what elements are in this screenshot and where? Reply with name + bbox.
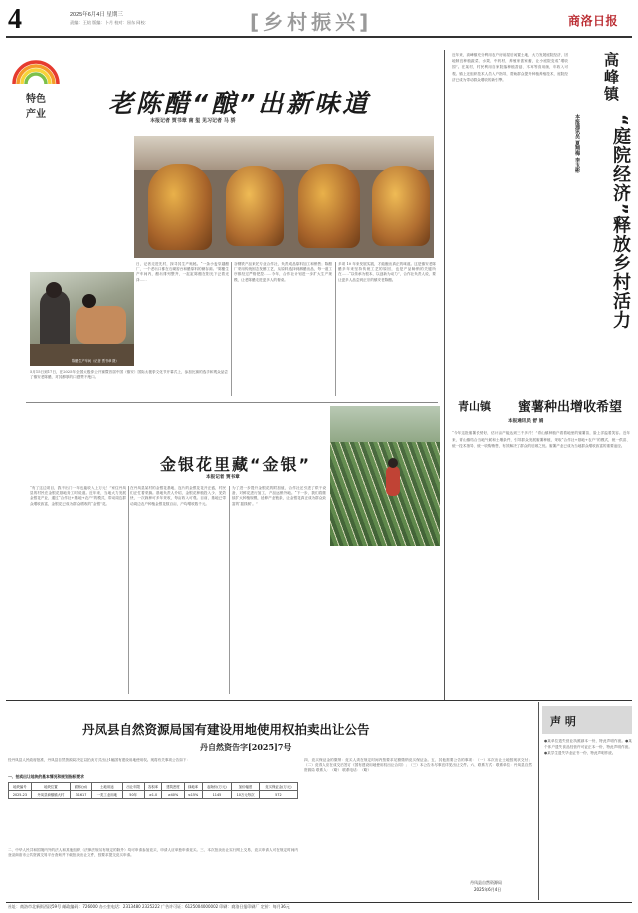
notice-signature: 丹凤县自然资源局 xyxy=(470,880,502,885)
notice-subtitle: 丹自然资告字[2025]7号 xyxy=(200,742,292,752)
notice-para-left: 二、中华人民共和国境内外的法人和其他组织（法律法规另有规定的除外）均可申请参加竞买，申请人应单独申请竞买。三、本次拍卖出让实行网上交易，竞买申请人可在规定时间内登录商洛市公共资源交易平台查询并下载拍卖出让文件，按要求提交竞买申请。 xyxy=(8,848,298,858)
table-cell: 31617 xyxy=(70,791,91,799)
tag-line1: 特色 xyxy=(26,94,46,105)
table-header: 绿地率 xyxy=(184,783,202,791)
notice-table-caption: 一、拍卖出让地块的基本情况和规划指标要求 xyxy=(8,774,84,779)
right-vtitle1: 高峰镇 xyxy=(602,52,620,103)
article2-title: 金银花里藏“金银” xyxy=(160,455,312,474)
article1-col1a: 5月15日到17日，在2025年全国太极拳公开赛暨首届中国（镇安）国际太极拳文化节开幕式上，参加比赛的选手和观众品尝了镇安老陈醋，对其醇厚的口感赞不绝口。 xyxy=(30,370,228,380)
table-header-row xyxy=(9,783,298,791)
table-cell: ≥40% xyxy=(162,791,184,799)
header xyxy=(0,0,638,44)
tag-line2: 产业 xyxy=(26,109,46,120)
article2-col1: “有了这边项目，我不出门一年也能收入上万元！”家住丹凤县的村民在金银花基地务工时说道。近年来，当地大力发展金银花产业，通过“合作社+基地+农户”的模式，带动周边群众增收致富，金银花已成为群众增收的“金银”花。 xyxy=(30,486,126,506)
photo-caption: 陈醋生产车间（记者 贾书章 摄） xyxy=(72,359,119,363)
article1-photo xyxy=(30,272,134,366)
table-header: 容积率 xyxy=(144,783,162,791)
table-row xyxy=(9,791,298,799)
table-cell: 丹凤县商镇镇大村 xyxy=(31,791,70,799)
right-mid-byline: 本报通讯员 舒 娟 xyxy=(508,419,544,424)
notice-para-right: 四、竞买保证金的缴纳：竞买人须在规定时间内按要求足额缴纳竞买保证金。五、其他需要公告的事项：（一）本次出让土地按现状交付；（二）竞得人应在成交后签订《国有建设用地使用权出让合同》；（三）本公告未尽事宜详见出让文件。六、联系方式：联系单位：丹凤县自然资源局 联系人：（略） 联系电话：（略） xyxy=(304,758,532,773)
table-cell: 10万元每次 xyxy=(232,791,260,799)
article2-col2: 在丹凤县某村的金银花基地，连片的金银花花开正盛，村民们正忙着采摘。基地负责人介绍，金银花种植投入少、见效快，一次栽种可多年采收，每亩收入可观。目前，基地已带动周边农户种植金银花数百亩，户均增收数千元。 xyxy=(130,486,226,506)
right-vtitle2: “庭院经济”释放乡村活力 xyxy=(610,114,631,330)
notice-date: 2025年6月4日 xyxy=(474,887,502,892)
vinegar-jars-photo xyxy=(134,136,434,258)
statement-title: 声 明 xyxy=(550,715,576,728)
header-date: 2025年6月4日 星期三 xyxy=(70,12,123,18)
article1-byline: 本报记者 贾书章 南 玺 见习记者 马 骄 xyxy=(150,118,236,124)
right-top-byline: 本报通讯员 夏翔梅 李玉彬 xyxy=(574,114,580,173)
table-cell: 2025-23 xyxy=(9,791,32,799)
table-header: 出让年限 xyxy=(122,783,144,791)
statement-header xyxy=(542,706,632,734)
notice-title: 丹凤县自然资源局国有建设用地使用权拍卖出让公告 xyxy=(82,722,370,737)
article2-byline: 本报记者 贾书章 xyxy=(206,475,240,480)
table-header: 面积(㎡) xyxy=(70,783,91,791)
footer-info: 社址：商洛市北新街西段59号 邮政编码：726000 办公室电话：2313480 2325222 广告许可证：6125004000002 印刷：商洛日报印刷厂 定价：每月36元 xyxy=(8,904,290,909)
right-mid-title-left: 青山镇 xyxy=(458,400,491,413)
table-header: 起始价(万元) xyxy=(202,783,232,791)
table-header: 地块位置 xyxy=(31,783,70,791)
rainbow-tag xyxy=(10,56,62,120)
table-cell: 1145 xyxy=(202,791,232,799)
notice-intro: 经丹凤县人民政府批准，丹凤县自然资源局决定以拍卖方式出让1幅国有建设用地使用权。现将有关事项公告如下： xyxy=(8,758,190,762)
article1-col3: 多项 10 年来发展实践，才能酿出真正的味道。这是镇安老陈醋多年来坚持传统工艺的原因，也是产品畅销的关键所在……“以传承为根本，以创新为动力”，合作社负责人说，要让更多人品尝到正宗的镇安老陈醋。 xyxy=(338,262,436,282)
table-header: 竞买保证金(万元) xyxy=(259,783,297,791)
article2-col3: 为了进一步提升金银花的附加值，合作社还引进了烘干设备，对鲜花进行加工，产品远销外地。“下一步，我们将继续扩大种植规模，延伸产业链条，让金银花真正成为群众致富的‘摇钱树’。” xyxy=(232,486,326,506)
table-header: 加价幅度 xyxy=(232,783,260,791)
article-divider xyxy=(26,402,438,403)
article1-col2: 谷钢铁产品来托专业合作社，负责成品原料加工和销售；陈醋厂采用传统固态发酵工艺，从原料选择到淋醋出品，每一道工序都经过严格把控……今年，合作社计划进一步扩大生产规模，让老陈醋走进更多人的餐桌。 xyxy=(234,262,332,282)
land-table xyxy=(8,782,298,799)
table-cell: ≤15% xyxy=(184,791,202,799)
right-top-text: 近年来，高峰镇充分利用农户房前屋后闲置土地，大力发展庭院经济，因地制宜种植蔬菜、水果、中药材，养殖家禽家畜，让小庭院变成“增收园”。在某村，村民利用自家院落种植香菇、木耳等食用菌，年收入可观。镇上还组织技术人员入户指导，帮助群众提升种植养殖技术，庭院经济已成为带动群众增收的新引擎。 xyxy=(452,53,568,82)
header-rule xyxy=(6,36,632,38)
table-cell: 50年 xyxy=(122,791,144,799)
honeysuckle-photo xyxy=(330,406,440,546)
right-mid-title-right: 蜜薯种出增收希望 xyxy=(518,400,623,415)
header-staff: 责编：王煊 版编：卜月 校对：屈东 网校： xyxy=(70,20,149,25)
paper-logo-text: 商洛日报 xyxy=(568,14,619,28)
table-header: 土地用途 xyxy=(92,783,123,791)
page-number: 4 xyxy=(8,4,22,35)
table-cell: 一类工业用地 xyxy=(92,791,123,799)
article1-title: 老陈醋“酿”出新味道 xyxy=(108,89,371,118)
section-title: [乡村振兴] xyxy=(250,10,373,34)
rainbow-icon xyxy=(10,56,62,86)
table-header: 建筑密度 xyxy=(162,783,184,791)
statement-text: ●某单位遗失营业执照副本一份，特此声明作废。●某个体户遗失食品经营许可证正本一份，特此声明作废。●某学生遗失毕业证书一份，特此声明作废。 xyxy=(544,739,632,755)
article1-col1b: 日，记者走进先村，探寻其生产奥秘。“一条小麦穿越醋厂，一个老坛口都在石砌窖台和醋原料的储存洞。”陈醋生产车间内，醋坛排列整齐，一缸缸陈醋在阳光下泛着光泽…… xyxy=(136,262,229,282)
paper-logo xyxy=(568,10,630,30)
table-cell: 572 xyxy=(259,791,297,799)
right-mid-text: “今年这批蜜薯长势好，估计亩产能达到三千多斤！”青山镇种植户看着地里的蜜薯苗，脸上洋溢着笑容。近年来，青山镇结合当地气候和土壤条件，引导群众发展蜜薯种植，采取“合作社+基地+农户”的模式，统一供苗、统一技术指导、统一收购销售，有效解决了群众的后顾之忧。蜜薯产业已成为当地群众增收致富的重要途径。 xyxy=(452,431,630,449)
table-header: 地块编号 xyxy=(9,783,32,791)
table-cell: ≥1.0 xyxy=(144,791,162,799)
